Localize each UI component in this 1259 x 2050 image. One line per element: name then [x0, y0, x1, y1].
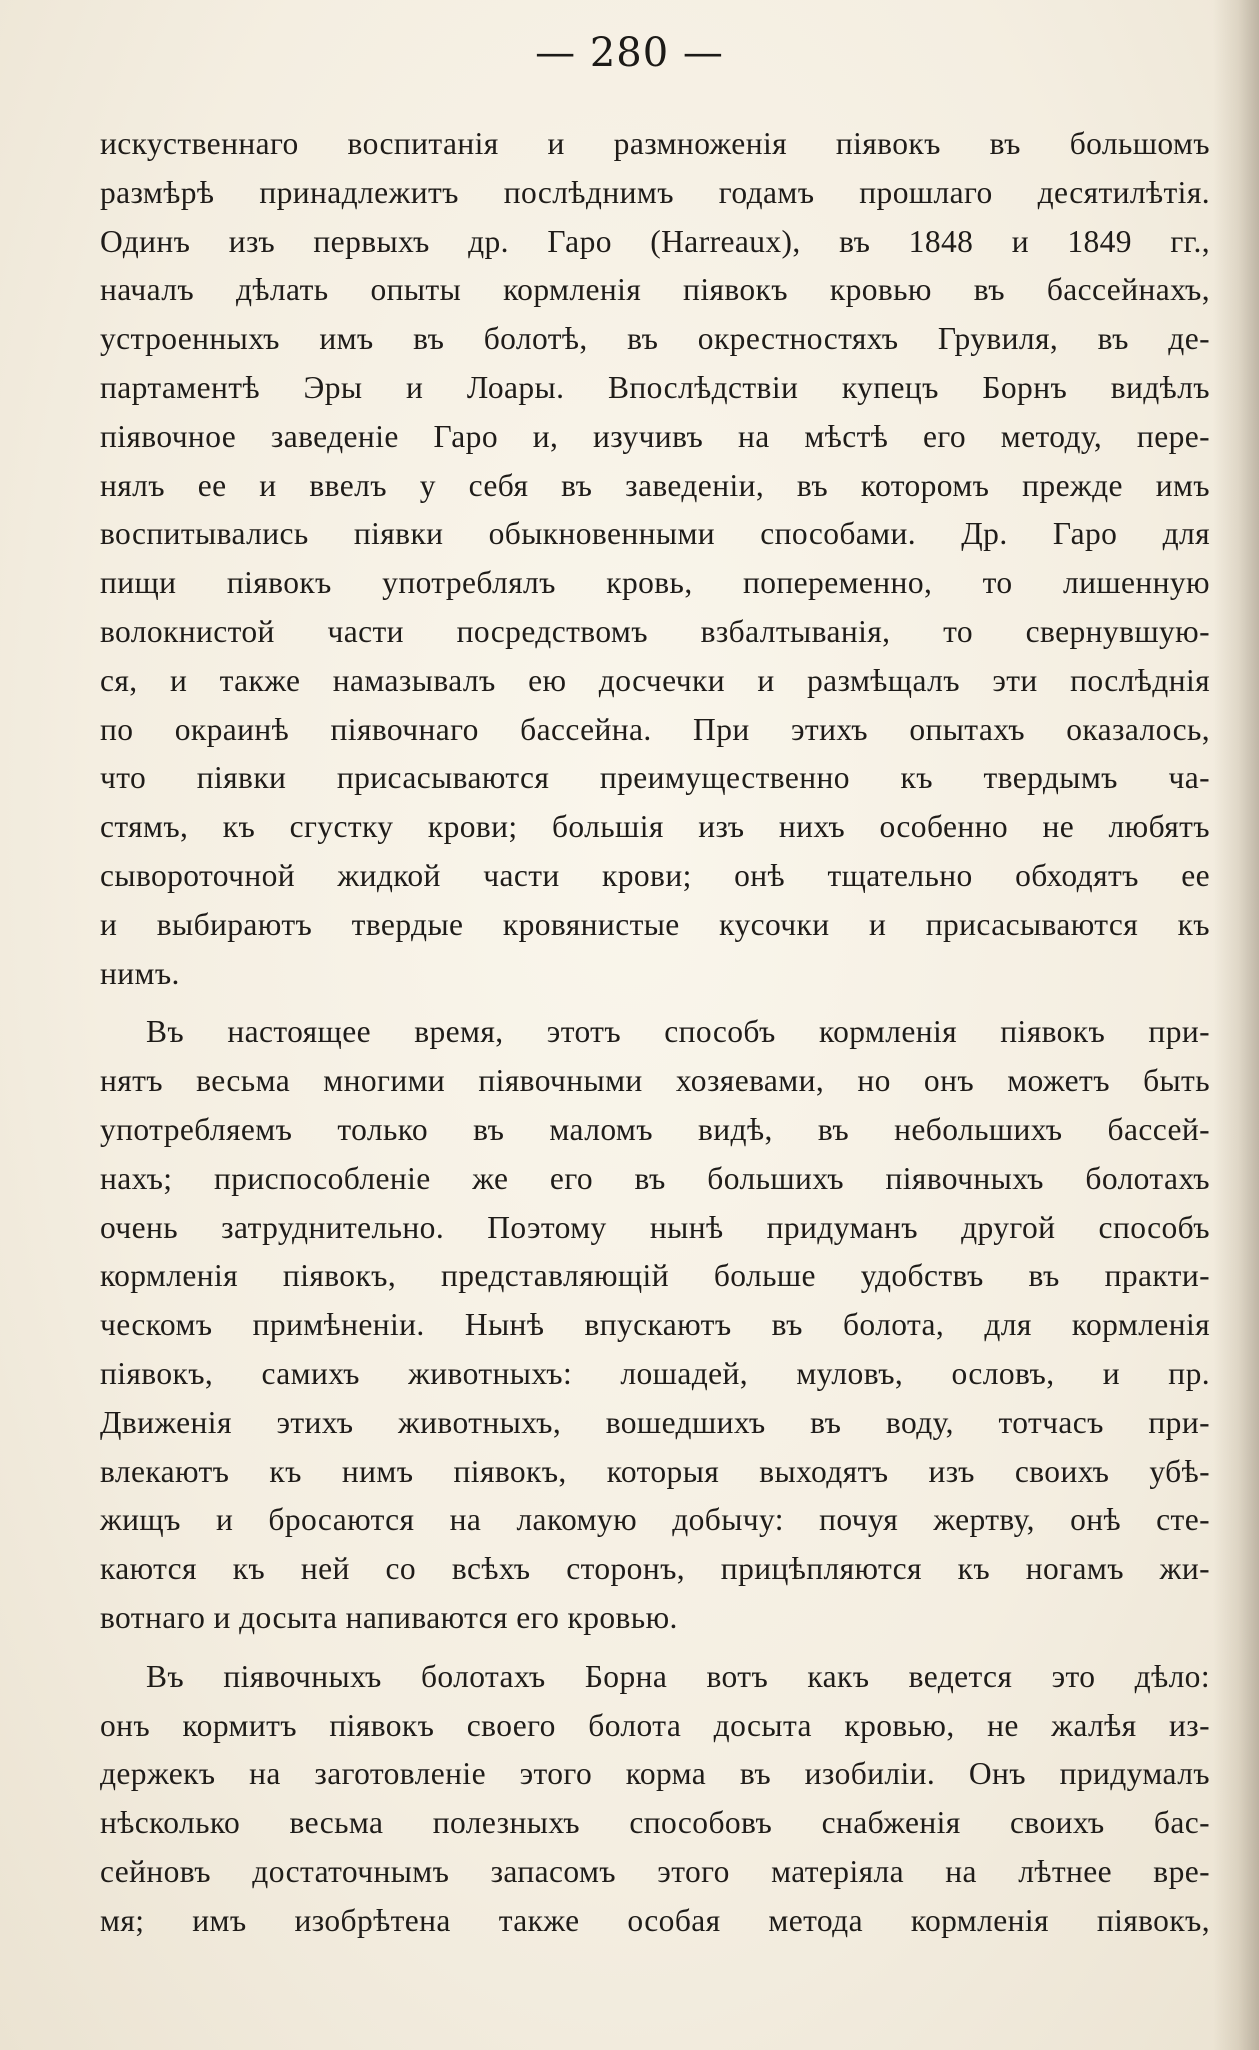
- text-line: началъ дѣлать опыты кормленія піявокъ кровью въ бассейнахъ,: [100, 272, 1210, 308]
- text-line: и выбираютъ твердые кровянистые кусочки и присасываются къ: [100, 906, 1210, 942]
- text-line: нимъ.: [100, 955, 180, 991]
- text-line: кормленія піявокъ, представляющій больше удобствъ въ практи-: [100, 1258, 1210, 1294]
- text-line: жищъ и бросаются на лакомую добычу: почуя жертву, онѣ сте-: [100, 1502, 1210, 1538]
- paragraph: [100, 120, 1210, 998]
- text-line: держекъ на заготовленіе этого корма въ изобиліи. Онъ придумалъ: [100, 1756, 1210, 1792]
- text-line: волокнистой части посредствомъ взбалтыванія, то свернувшую-: [100, 613, 1210, 649]
- text-line: Движенія этихъ животныхъ, вошедшихъ въ воду, тотчасъ при-: [100, 1404, 1210, 1440]
- text-line: сейновъ достаточнымъ запасомъ этого матеріяла на лѣтнее вре-: [100, 1853, 1210, 1889]
- text-line: вотнаго и досыта напиваются его кровью.: [100, 1599, 678, 1635]
- text-line: воспитывались піявки обыкновенными способами. Др. Гаро для: [100, 516, 1210, 552]
- text-line: нялъ ее и ввелъ у себя въ заведеніи, въ которомъ прежде имъ: [100, 467, 1210, 503]
- text-line: по окраинѣ піявочнаго бассейна. При этихъ опытахъ оказалось,: [100, 711, 1210, 747]
- page-body-text: [100, 120, 1210, 1945]
- text-line: нѣсколько весьма полезныхъ способовъ снабженія своихъ бас-: [100, 1805, 1210, 1841]
- text-line: Одинъ изъ первыхъ др. Гаро (Harreaux), въ 1848 и 1849 гг.,: [100, 223, 1210, 259]
- text-line: влекаютъ къ нимъ піявокъ, которыя выходятъ изъ своихъ убѣ-: [100, 1453, 1210, 1489]
- text-line: мя; имъ изобрѣтена также особая метода кормленія піявокъ,: [100, 1902, 1210, 1938]
- text-line: нятъ весьма многими піявочными хозяевами, но онъ можетъ быть: [100, 1063, 1210, 1099]
- text-line: пищи піявокъ употреблялъ кровь, попеременно, то лишенную: [100, 565, 1210, 601]
- paragraph: [100, 1008, 1210, 1642]
- text-line: что піявки присасываются преимущественно къ твердымъ ча-: [100, 760, 1210, 796]
- text-line: очень затруднительно. Поэтому нынѣ придуманъ другой способъ: [100, 1209, 1210, 1245]
- text-line: стямъ, къ сгустку крови; большія изъ нихъ особенно не любятъ: [100, 809, 1210, 845]
- text-line: ческомъ примѣненіи. Нынѣ впускаютъ въ болота, для кормленія: [100, 1307, 1210, 1343]
- paragraph-gap: [100, 1643, 1210, 1653]
- text-line: каются къ ней со всѣхъ сторонъ, прицѣпляются къ ногамъ жи-: [100, 1551, 1210, 1587]
- text-line: Въ піявочныхъ болотахъ Борна вотъ какъ ведется это дѣло:: [146, 1658, 1210, 1694]
- paragraph-gap: [100, 998, 1210, 1008]
- text-line: онъ кормитъ піявокъ своего болота досыта кровью, не жалѣя из-: [100, 1707, 1210, 1743]
- text-line: устроенныхъ имъ въ болотѣ, въ окрестностяхъ Грувиля, въ де-: [100, 321, 1210, 357]
- text-line: Въ настоящее время, этотъ способъ кормленія піявокъ при-: [146, 1014, 1210, 1050]
- text-line: нахъ; приспособленіе же его въ большихъ піявочныхъ болотахъ: [100, 1160, 1210, 1196]
- text-line: ся, и также намазывалъ ею досчечки и размѣщалъ эти послѣднія: [100, 662, 1210, 698]
- text-line: сывороточной жидкой части крови; онѣ тщательно обходятъ ее: [100, 857, 1210, 893]
- text-line: употребляемъ только въ маломъ видѣ, въ небольшихъ бассей-: [100, 1111, 1210, 1147]
- page-binding-shadow: [1213, 0, 1259, 2050]
- paragraph: [100, 1653, 1210, 1946]
- text-line: искуственнаго воспитанія и размноженія піявокъ въ большомъ: [100, 126, 1210, 161]
- text-line: піявокъ, самихъ животныхъ: лошадей, муловъ, ословъ, и пр.: [100, 1355, 1210, 1391]
- text-line: партаментѣ Эры и Лоары. Впослѣдствіи купецъ Борнъ видѣлъ: [100, 369, 1210, 405]
- text-line: размѣрѣ принадлежитъ послѣднимъ годамъ прошлаго десятилѣтія.: [100, 174, 1210, 210]
- text-line: піявочное заведеніе Гаро и, изучивъ на мѣстѣ его методу, пере-: [100, 418, 1210, 454]
- page-number: — 280 —: [535, 30, 724, 76]
